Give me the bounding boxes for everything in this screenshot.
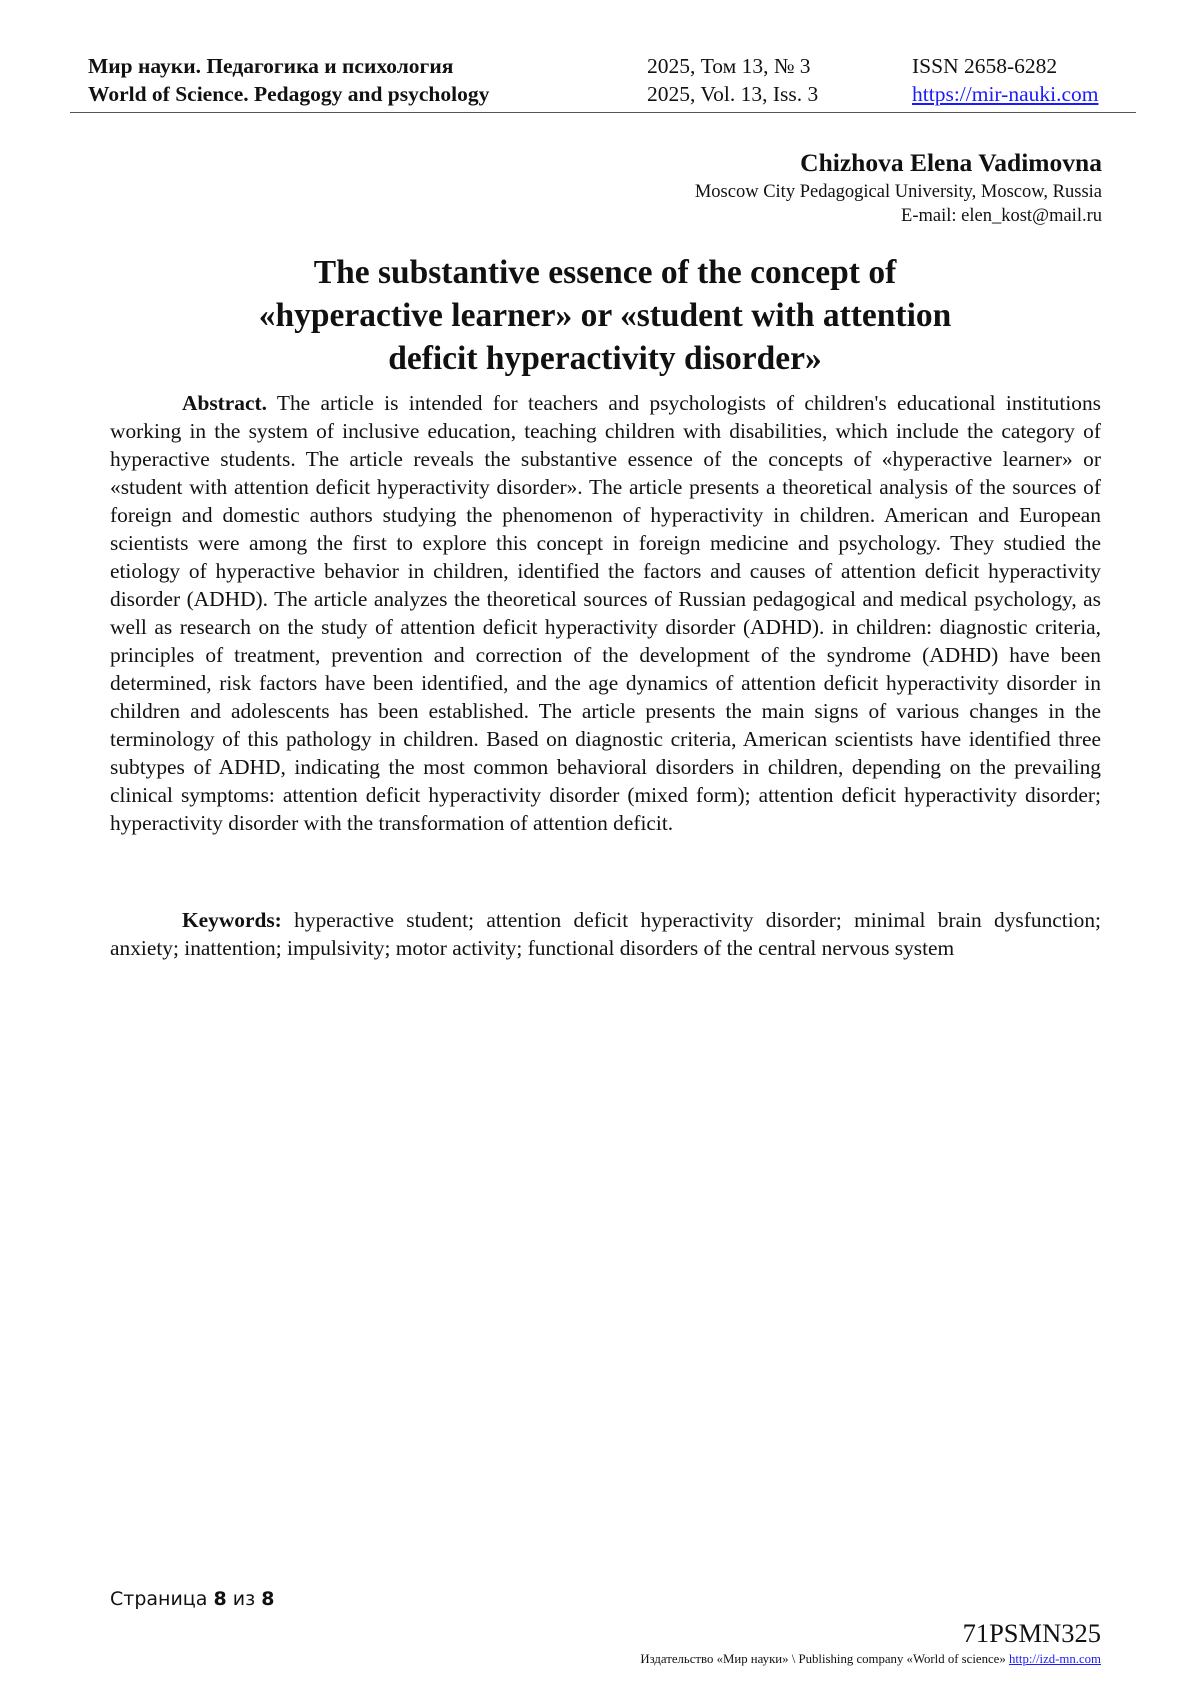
abstract-paragraph — [110, 389, 1101, 837]
running-header — [70, 52, 1136, 113]
page-current: 8 — [213, 1588, 227, 1610]
author-email: E-mail: elen_kost@mail.ru — [901, 206, 1102, 226]
author-affiliation: Moscow City Pedagogical University, Moscow, Russia — [694, 182, 1102, 202]
page-number — [110, 1588, 274, 1610]
title-line-1: The substantive essence of the concept of — [313, 254, 897, 291]
author-name: Chizhova Elena Vadimovna — [800, 148, 1102, 177]
abstract-label: Abstract. — [182, 391, 267, 415]
keywords-text: hyperactive student; attention deficit hyperactivity disorder; minimal brain dysfunction; anxiety; inattention; impulsivity; motor activity; functional disorders of the central nervous system — [110, 908, 1101, 960]
page-of: из — [232, 1588, 256, 1610]
page-total: 8 — [261, 1588, 275, 1610]
publisher-line — [640, 1652, 1101, 1667]
page-prefix: Страница — [110, 1588, 208, 1610]
issn-label: ISSN 2658-6282 — [912, 54, 1058, 78]
journal-website-link[interactable]: https://mir-nauki.com — [912, 82, 1099, 106]
journal-title-en: World of Science. Pedagogy and psychology — [88, 82, 490, 106]
issue-info-en: 2025, Vol. 13, Iss. 3 — [647, 82, 819, 106]
abstract-text: The article is intended for teachers and psychologists of children's educational institutions working in the system of inclusive education, teaching children with disabilities, which include the category of hyperactive students. The article reveals the substantive essence of the concepts of «hyperactive learner» or «student with attention deficit hyperactivity disorder». The article presents a theoretical analysis of the sources of foreign and domestic authors studying the phenomenon of hyperactivity in children. American and European scientists were among the first to explore this concept in foreign medicine and psychology. They studied the etiology of hyperactive behavior in children, identified the factors and causes of attention deficit hyperactivity disorder (ADHD). The article analyzes the theoretical sources of Russian pedagogical and medical psychology, as well as research on the study of attention deficit hyperactivity disorder (ADHD). in children: diagnostic criteria, principles of treatment, prevention and correction of the development of the syndrome (ADHD) have been determined, risk factors have been identified, and the age dynamics of attention deficit hyperactivity disorder in children and adolescents has been established. The article presents the main signs of various changes in the terminology of this pathology in children. Based on diagnostic criteria, American scientists have identified three subtypes of ADHD, indicating the most common behavioral disorders in children, depending on the prevailing clinical symptoms: attention deficit hyperactivity disorder (mixed form); attention deficit hyperactivity disorder; hyperactivity disorder with the transformation of attention deficit. — [110, 391, 1101, 835]
title-line-3: deficit hyperactivity disorder» — [388, 340, 822, 377]
keywords-paragraph — [110, 906, 1101, 962]
keywords-label: Keywords: — [182, 908, 282, 932]
publisher-link[interactable]: http://izd-mn.com — [1008, 1652, 1101, 1666]
author-block — [695, 146, 1102, 228]
issue-info-ru: 2025, Том 13, № 3 — [647, 54, 811, 78]
title-line-2: «hyperactive learner» or «student with attention — [258, 297, 952, 334]
article-code: 71PSMN325 — [962, 1618, 1101, 1648]
journal-title-ru: Мир науки. Педагогика и психология — [88, 54, 454, 78]
publisher-text: Издательство «Мир науки» \ Publishing company «World of science» — [640, 1652, 1006, 1666]
article-title — [110, 251, 1100, 380]
